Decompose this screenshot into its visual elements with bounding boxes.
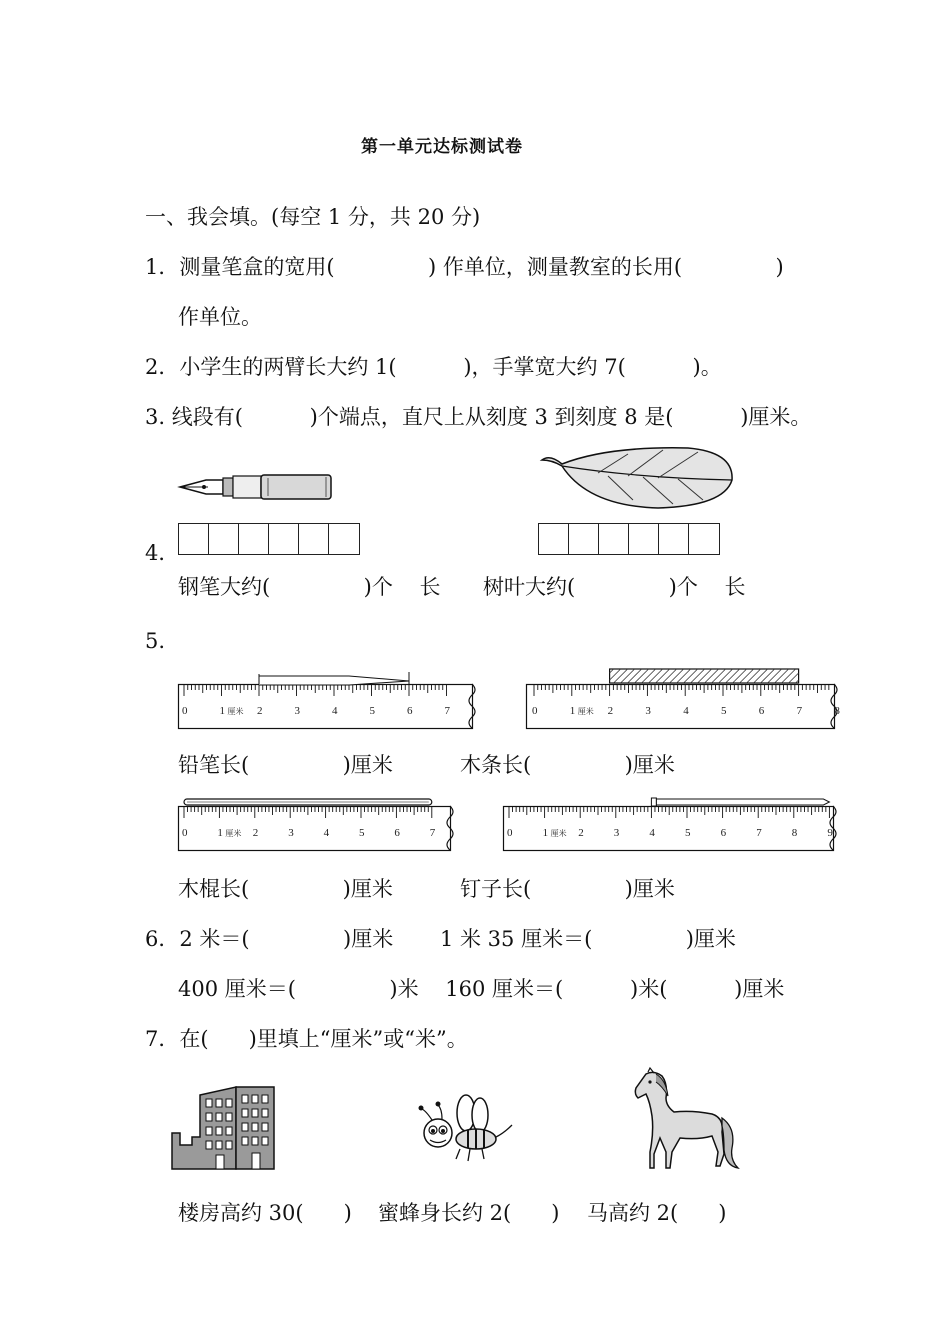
ruler-tick-label: 3 (645, 705, 651, 717)
stick-length-label: 木棍长( )厘米 (178, 877, 393, 901)
ruler-tick-label: 4 (683, 705, 689, 717)
question-6-line-2: 400 厘米＝( )米 160 厘米＝( )米( )厘米 (178, 977, 785, 1001)
ruler-tick-label: 8 (834, 705, 840, 717)
question-6-line-1: 6．2 米＝( )厘米 1 米 35 厘米＝( )厘米 (145, 927, 736, 951)
cell (269, 524, 299, 554)
nail-length-label: 钉子长( )厘米 (460, 877, 675, 901)
ruler-tick-label: 2 (607, 705, 614, 717)
ruler-tick-label: 4 (332, 705, 338, 717)
cell (689, 524, 719, 554)
pencil-shape (259, 676, 409, 685)
ruler-tick-label: 7 (796, 705, 803, 717)
pen-cell-row (178, 523, 360, 555)
cell (299, 524, 329, 554)
building-height-label: 楼房高约 30( ) (178, 1201, 352, 1225)
leaf-icon (538, 440, 738, 512)
ruler-tick-label: 1 (569, 705, 576, 717)
cell (539, 524, 569, 554)
question-2: 2．小学生的两臂长大约 1( )，手掌宽大约 7( )。 (145, 355, 722, 379)
nail-shaft (656, 799, 829, 805)
section-heading: 一、我会填。(每空 1 分，共 20 分) (145, 205, 481, 229)
ruler-tick-label: 6 (407, 705, 413, 717)
horse-icon (632, 1068, 742, 1174)
ruler-tick-label: 1 (542, 827, 549, 839)
ruler-tick-label: 7 (444, 705, 450, 717)
ruler-tick-label: 4 (323, 827, 330, 839)
ruler-tick-label: 5 (685, 827, 691, 839)
cell (569, 524, 599, 554)
ruler-tick-label: 3 (294, 705, 300, 717)
ruler-tick-label: 5 (369, 705, 375, 717)
ruler-unit-label: 厘米 (577, 707, 594, 716)
cell (209, 524, 239, 554)
bee-icon (408, 1093, 516, 1163)
ruler-tick-label: 7 (756, 827, 762, 839)
cell (599, 524, 629, 554)
ruler-tick-label: 7 (429, 827, 436, 839)
nail-head (651, 798, 656, 806)
ruler-tick-label: 2 (257, 705, 263, 717)
question-4-number: 4． (145, 541, 180, 565)
ruler-unit-label: 厘米 (225, 829, 242, 838)
question-1-line-1: 1．测量笔盒的宽用( ) 作单位，测量教室的长用( ) (145, 255, 784, 279)
ruler-tick-label: 0 (182, 827, 188, 839)
cell (629, 524, 659, 554)
bee-length-label: 蜜蜂身长约 2( ) (378, 1201, 560, 1225)
ruler-wood-strip (526, 668, 848, 730)
ruler-tick-label: 5 (721, 705, 727, 717)
horse-height-label: 马高约 2( ) (587, 1201, 727, 1225)
ruler-pencil (178, 672, 488, 730)
ruler-nail (503, 798, 848, 852)
ruler-tick-label: 2 (252, 827, 259, 839)
wood-strip-length-label: 木条长( )厘米 (460, 753, 675, 777)
ruler-tick-label: 2 (578, 827, 584, 839)
question-5-number: 5. (145, 629, 166, 653)
ruler-unit-label: 厘米 (227, 707, 244, 716)
ruler-tick-label: 6 (394, 827, 400, 839)
page-title: 第一单元达标测试卷 (361, 137, 523, 157)
building-icon (170, 1085, 278, 1171)
ruler-tick-label: 1 (219, 705, 225, 717)
ruler-tick-label: 9 (827, 827, 833, 839)
ruler-tick-label: 8 (791, 827, 798, 839)
cell (329, 524, 359, 554)
ruler-tick-label: 6 (720, 827, 727, 839)
wood-strip-shape (610, 669, 799, 683)
pen-length-label: 钢笔大约( )个 长 (178, 575, 441, 599)
ruler-tick-label: 0 (532, 705, 538, 717)
ruler-tick-label: 1 (217, 827, 223, 839)
pen-icon (178, 470, 338, 504)
question-1-line-2: 作单位。 (178, 305, 262, 329)
ruler-tick-label: 4 (649, 827, 655, 839)
ruler-tick-label: 3 (288, 827, 294, 839)
ruler-tick-label: 5 (359, 827, 365, 839)
ruler-stick (178, 798, 464, 852)
cell (239, 524, 269, 554)
cell (179, 524, 209, 554)
pencil-length-label: 铅笔长( )厘米 (178, 753, 393, 777)
ruler-tick-label: 0 (182, 705, 188, 717)
ruler-unit-label: 厘米 (550, 829, 567, 838)
question-3: 3. 线段有( )个端点，直尺上从刻度 3 到刻度 8 是( )厘米。 (145, 405, 812, 429)
ruler-tick-label: 6 (758, 705, 765, 717)
leaf-cell-row (538, 523, 720, 555)
cell (659, 524, 689, 554)
ruler-tick-label: 0 (507, 827, 513, 839)
leaf-length-label: 树叶大约( )个 长 (483, 575, 746, 599)
question-7: 7．在( )里填上“厘米”或“米”。 (145, 1027, 468, 1051)
ruler-tick-label: 3 (613, 827, 620, 839)
